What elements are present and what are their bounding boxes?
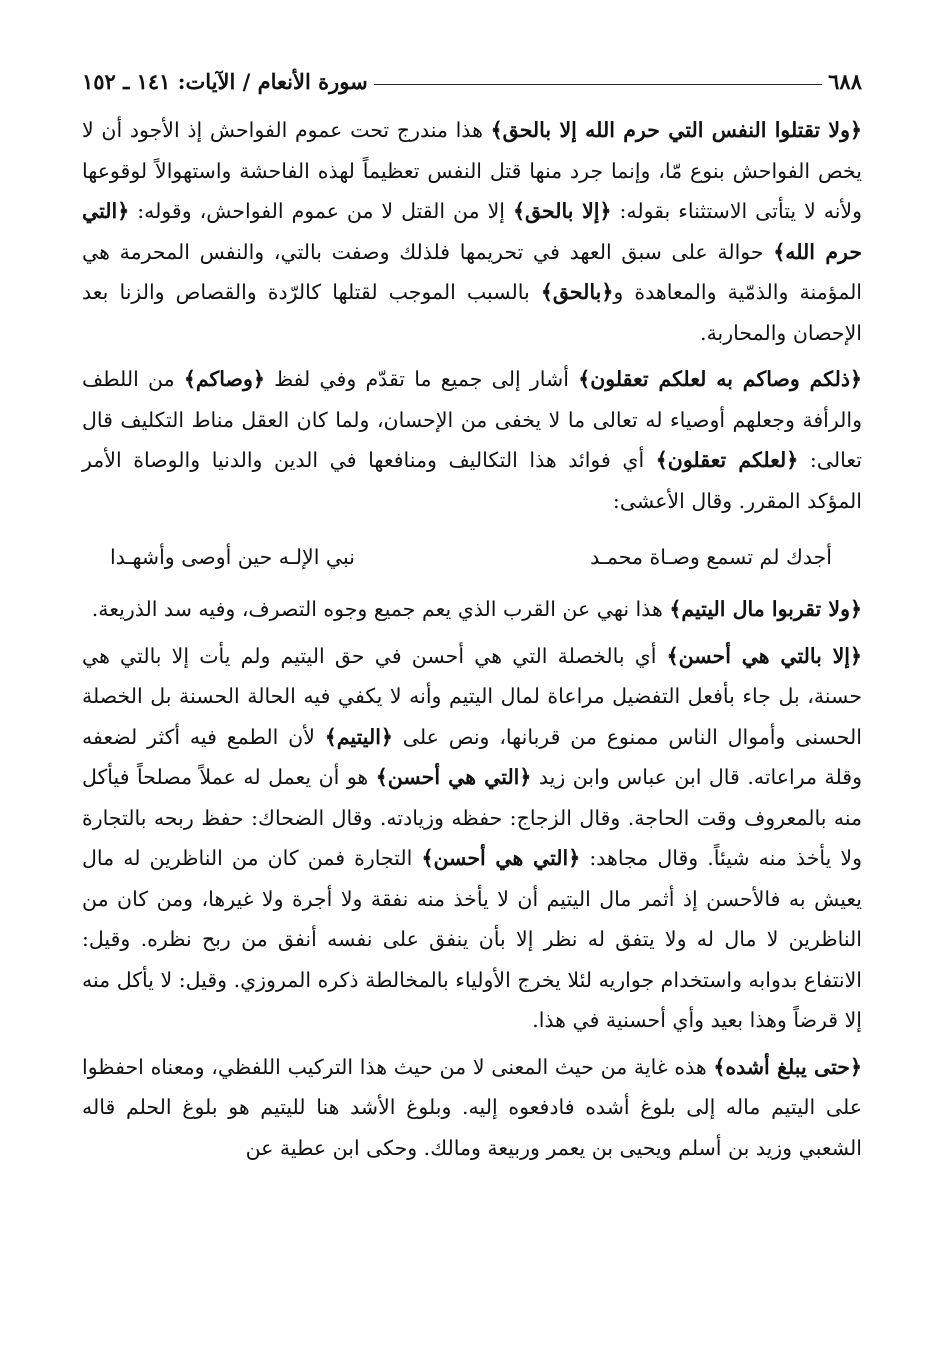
quran-quote: ﴿التي حرم الله﴾ [82, 199, 863, 264]
header-title: سورة الأنعام / الآيات: ١٤١ ـ ١٥٢ [82, 69, 368, 94]
quran-quote: ﴿اليتيم﴾ [324, 724, 393, 749]
verse-second-hemistich: نبي الإلـه حين أوصى وأشهـدا [110, 545, 355, 569]
quran-quote: ﴿التي هي أحسن﴾ [375, 765, 532, 789]
text-span: هذه غاية من حيث المعنى لا من حيث هذا التركيب اللفظي، ومعناه احفظوا على اليتيم ماله إلى بلوغ أشده فادفعوه إليه. وبلوغ الأشد هنا لليتيم هو بلوغ الحلم قاله الشعبي وزيد بن أسلم ويحيى بن يعمر وربيعة ومالك. وحكى ابن عطية عن [82, 1054, 862, 1160]
paragraph-2 [82, 359, 862, 521]
paragraph-1 [82, 110, 862, 353]
quran-quote: ﴿إلا بالتي هي أحسن﴾ [666, 643, 863, 668]
quran-quote: ﴿إلا بالحق﴾ [512, 199, 612, 223]
header-rule [374, 84, 822, 85]
text-span: هو أن يعمل له عملاً مصلحاً فيأكل منه بالمعروف وقت الحاجة. وقال الزجاج: حفظه وزيادته. وقال الضحاك: حفظ ربحه بالتجارة ولا يأخذ منه شيئاً. وقال مجاهد: [82, 765, 862, 870]
verse-first-hemistich: أجدك لم تسمع وصـاة محمـد [590, 545, 832, 569]
text-span: أي فوائد هذا التكاليف ومنافعها في الدين والدنيا والوصاة الأمر المؤكد المقرر. وقال الأعشى: [82, 448, 862, 513]
text-span: من اللطف والرأفة وجعلهم أوصياء له تعالى ما لا يخفى من الإحسان، ولما كان العقل مناط التكليف قال تعالى: [82, 367, 862, 472]
quran-quote: ﴿ولا تقربوا مال اليتيم﴾ [669, 597, 862, 621]
text-span: هذا نهي عن القرب الذي يعم جميع وجوه التصرف، وفيه سد الذريعة. [91, 597, 670, 621]
quran-quote: ﴿وصاكم﴾ [183, 367, 265, 391]
text-span: أشار إلى جميع ما تقدّم وفي لفظ [264, 367, 579, 391]
poetry-verse [82, 527, 862, 589]
quran-quote: ﴿بالحق﴾ [540, 280, 614, 304]
text-span: التجارة فمن كان من الناظرين له مال يعيش به فالأحسن إذ أثمر مال اليتيم أن لا يأخذ منه نفقة ولا أجرة ولا غيرها، ومن كان من الناظرين لا مال له ولا يتفق له نظر إلا بأن ينفق على نفسه أنفق من ربح نظره. وقيل: الانتفاع بدوابه واستخدام جواريه لئلا يخرج الأولياء بالمخالطة ذكره المروزي. وقيل: لا يأكل منه إلا قرضاً وهذا بعيد وأي أحسنية في هذا. [82, 846, 862, 1032]
quran-quote: ﴿حتى يبلغ أشده﴾ [713, 1054, 862, 1079]
paragraph-4 [82, 636, 862, 1041]
running-header [82, 58, 862, 94]
quran-quote: ﴿ولا تقتلوا النفس التي حرم الله إلا بالحق﴾ [490, 118, 862, 142]
quran-quote: ﴿التي هي أحسن﴾ [421, 846, 581, 870]
text-span: أي بالخصلة التي هي أحسن في حق اليتيم ولم يأت إلا بالتي هي حسنة، بل جاء بأفعل التفضيل مراعاة لمال اليتيم وأنه لا يكفي فيه الحالة الحسنة بل الخصلة الحسنى وأموال الناس ممنوع من قربانها، ونص على [82, 643, 862, 749]
text-span: بالسبب الموجب لقتلها كالرّدة والقصاص والزنا بعد الإحصان والمحاربة. [82, 280, 862, 345]
quran-quote: ﴿لعلكم تعقلون﴾ [655, 448, 799, 472]
text-span: هذا مندرج تحت عموم الفواحش إذ الأجود أن لا يخص الفواحش بنوع مّا، وإنما جرد منها قتل النفس تعظيماً لهذه الفاحشة واستهوالاً لوقوعها ولأنه لا يتأتى الاستثناء بقوله: [82, 118, 863, 223]
paragraph-3 [82, 589, 862, 630]
text-span: لأن الطمع فيه أكثر لضعفه وقلة مراعاته. قال ابن عباس وابن زيد [82, 724, 862, 789]
text-span: إلا من القتل لا من عموم الفواحش، وقوله: [129, 199, 513, 223]
page-number: ٦٨٨ [828, 69, 862, 94]
paragraph-5 [82, 1047, 862, 1169]
text-span: حوالة على سبق العهد في تحريمها فلذلك وصفت بالتي، والنفس المحرمة هي المؤمنة والذمّية والمعاهدة و [82, 239, 863, 304]
quran-quote: ﴿ذلكم وصاكم به لعلكم تعقلون﴾ [578, 367, 862, 391]
